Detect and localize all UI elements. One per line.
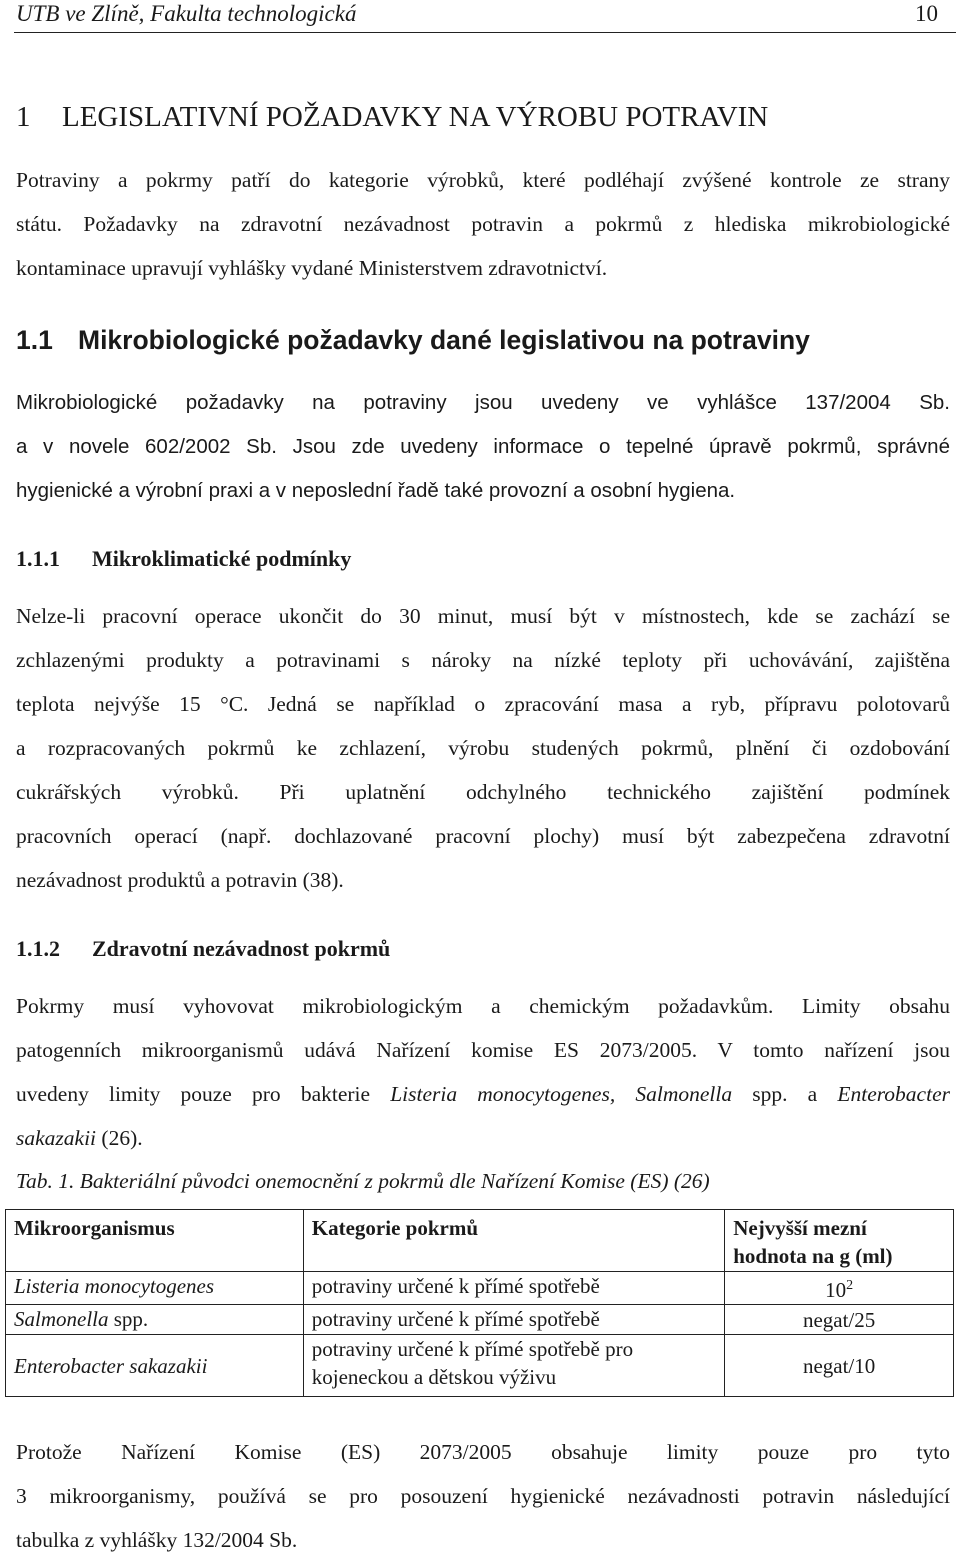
closing-line: Protože Nařízení Komise (ES) 2073/2005 obsahuje limity pouze pro tyto: [16, 1440, 950, 1464]
category-line: kojeneckou a dětskou výživu: [311, 1365, 557, 1389]
table-row: [6, 1305, 954, 1335]
limit-header-line: Nejvyšší mezní: [733, 1216, 867, 1240]
section-line: Mikrobiologické požadavky na potraviny jsou uvedeny ve vyhlášce 137/2004 Sb.: [16, 391, 950, 414]
subsection-2-paragraph: [16, 984, 950, 1160]
organism-name: Salmonella: [14, 1307, 109, 1331]
chapter-number: 1: [16, 101, 31, 133]
closing-line: tabulka z vyhlášky 132/2004 Sb.: [16, 1528, 298, 1552]
organism-cell: Enterobacter sakazakii: [6, 1335, 304, 1397]
intro-line: státu. Požadavky na zdravotní nezávadnost potravin a pokrmů z hlediska mikrobiologické: [16, 212, 950, 236]
sub2-line: [16, 1072, 950, 1116]
subsection-heading-2: [16, 934, 390, 964]
section-line: hygienické a výrobní praxi a v neposlední řadě také provozní a osobní hygiena.: [16, 479, 736, 502]
section-number: 1.1: [16, 325, 53, 355]
chapter-heading: [16, 100, 768, 134]
closing-line: 3 mikroorganismy, používá se pro posouzení hygienické nezávadnosti potravin následující: [16, 1484, 950, 1508]
section-heading: [16, 323, 810, 357]
sub1-line: teplota nejvýše 15 °C. Jedná se například o zpracování masa a ryb, přípravu polotovarů: [16, 692, 950, 716]
sub2-line: [16, 1116, 950, 1160]
intro-line: Potraviny a pokrmy patří do kategorie výrobků, které podléhají zvýšené kontrole ze strany: [16, 168, 950, 192]
subsection-heading-1: [16, 544, 351, 574]
section-line: a v novele 602/2002 Sb. Jsou zde uvedeny informace o tepelné úpravě pokrmů, správné: [16, 435, 950, 458]
intro-line: kontaminace upravují vyhlášky vydané Ministerstvem zdravotnictví.: [16, 256, 608, 280]
intro-paragraph: [16, 158, 950, 290]
limit-header-line: hodnota na g (ml): [733, 1244, 893, 1268]
limit-cell: negat/25: [725, 1305, 954, 1335]
limit-value: 10: [825, 1278, 847, 1302]
closing-paragraph: [16, 1430, 950, 1562]
sub1-line: pracovních operací (např. dochlazované pracovní plochy) musí být zabezpečena zdravotní: [16, 824, 950, 848]
organism-cell: [6, 1305, 304, 1335]
limit-exponent: 2: [846, 1278, 854, 1293]
sub2-text: uvedeny limity pouze pro bakterie: [16, 1082, 391, 1106]
sub1-line: nezávadnost produktů a potravin (38).: [16, 868, 344, 892]
sub2-line: Pokrmy musí vyhovovat mikrobiologickým a chemickým požadavkům. Limity obsahu: [16, 994, 950, 1018]
section-title: Mikrobiologické požadavky dané legislativou na potraviny: [78, 325, 810, 355]
subsection-title: Zdravotní nezávadnost pokrmů: [92, 936, 391, 961]
chapter-title: LEGISLATIVNÍ POŽADAVKY NA VÝROBU POTRAVIN: [62, 101, 769, 133]
category-cell: potraviny určené k přímé spotřebě: [303, 1305, 724, 1335]
section-paragraph: [16, 381, 950, 513]
subsection-number: 1.1.2: [16, 936, 60, 961]
species-name: sakazakii: [16, 1126, 97, 1150]
table-header-row: [6, 1210, 954, 1272]
column-header-limit: [725, 1210, 954, 1272]
species-name: Enterobacter: [837, 1082, 950, 1106]
sub1-line: Nelze-li pracovní operace ukončit do 30 minut, musí být v místnostech, kde se zachází se: [16, 604, 950, 628]
subsection-1-paragraph: [16, 594, 950, 902]
page-number: 10: [915, 1, 938, 26]
header-rule: [14, 32, 956, 33]
table-caption: Tab. 1. Bakteriální původci onemocnění z pokrmů dle Nařízení Komise (ES) (26): [16, 1169, 710, 1193]
table-row: [6, 1335, 954, 1397]
subsection-number: 1.1.1: [16, 546, 60, 571]
sub2-text: spp. a: [732, 1082, 838, 1106]
sub1-line: zchlazenými produkty a potravinami s nároky na nízké teploty při uchovávání, zajištěna: [16, 648, 950, 672]
column-header-organism: Mikroorganismus: [6, 1210, 304, 1272]
sub1-line: a rozpracovaných pokrmů ke zchlazení, výrobu studených pokrmů, plnění či ozdobování: [16, 736, 950, 760]
sub2-line: patogenních mikroorganismů udává Nařízení komise ES 2073/2005. V tomto nařízení jsou: [16, 1038, 950, 1062]
sub2-text: (26).: [96, 1126, 143, 1150]
subsection-title: Mikroklimatické podmínky: [92, 546, 352, 571]
running-header-title: UTB ve Zlíně, Fakulta technologická: [16, 1, 357, 26]
species-name: Listeria monocytogenes, Salmonella: [390, 1082, 733, 1106]
category-line: potraviny určené k přímé spotřebě pro: [311, 1337, 634, 1361]
sub1-line: cukrářských výrobků. Při uplatnění odchylného technického zajištění podmínek: [16, 780, 950, 804]
limit-cell: negat/10: [725, 1335, 954, 1397]
limit-cell: [725, 1272, 954, 1305]
bacteria-table: [5, 1209, 954, 1397]
organism-suffix: spp.: [108, 1307, 149, 1331]
table-row: [6, 1272, 954, 1305]
category-cell: potraviny určené k přímé spotřebě: [303, 1272, 724, 1305]
organism-cell: Listeria monocytogenes: [6, 1272, 304, 1305]
category-cell: [303, 1335, 724, 1397]
column-header-category: Kategorie pokrmů: [303, 1210, 724, 1272]
